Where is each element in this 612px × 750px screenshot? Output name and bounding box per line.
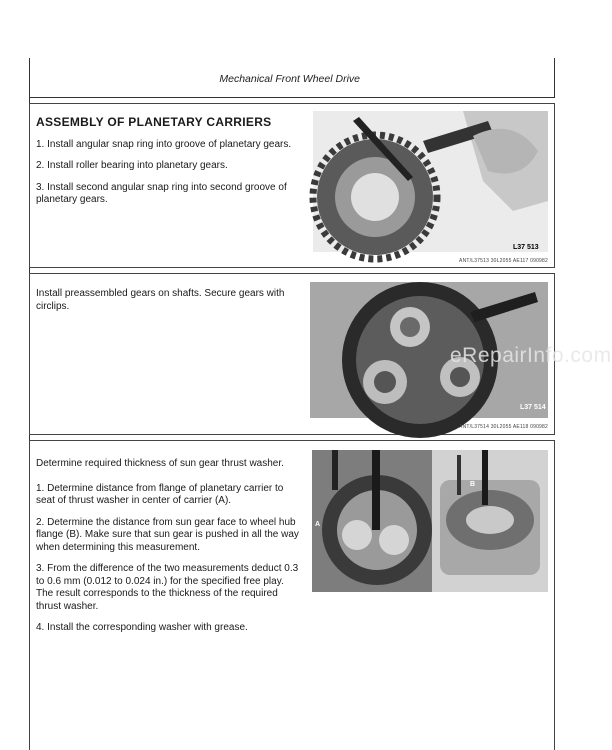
step-1: 1. Install angular snap ring into groove of planetary gears. (36, 138, 292, 150)
instruction-text: Install preassembled gears on shafts. Secure gears with circlips. (36, 288, 285, 312)
watermark-text: eRepairInfo.com (450, 344, 612, 367)
page-header-title: Mechanical Front Wheel Drive (219, 73, 360, 85)
step-1: 1. Determine distance from flange of planetary carrier to seat of thrust washer in center of carrier (A). (36, 482, 284, 506)
figure-mark-b: B (470, 481, 476, 488)
section-assembly-planetary-carriers (29, 103, 555, 268)
section-2-text (36, 288, 302, 322)
photo-measure-thrust-washer (312, 450, 548, 592)
step-3: 3. From the difference of the two measurements deduct 0.3 to 0.6 mm (0.012 to 0.024 in.) for the specified free play. The result corresponds to the thickness of the required thrust washer. (36, 563, 299, 612)
step-3: 3. Install second angular snap ring into second groove of planetary gears. (36, 181, 287, 205)
section-1-text (36, 116, 302, 216)
page-border-right (554, 58, 555, 98)
intro-text: Determine required thickness of sun gear thrust washer. (36, 458, 284, 469)
step-4: 4. Install the corresponding washer with grease. (36, 622, 248, 633)
figure-mark-a: A (315, 521, 321, 528)
section-thrust-washer-thickness (29, 440, 555, 750)
photo-snap-ring-install (313, 111, 548, 252)
section-3-text (36, 458, 302, 644)
header-rule (29, 97, 555, 98)
figure-caption: ANT/L37513 30L2055 AE117 090982 (459, 258, 548, 264)
section-install-gears (29, 273, 612, 435)
section-title: ASSEMBLY OF PLANETARY CARRIERS (36, 115, 272, 129)
figure-label: L37 514 (520, 404, 546, 411)
figure-label: L37 513 (513, 244, 539, 251)
figure-caption: ANT/L37514 30L2055 AE118 090982 (459, 424, 548, 430)
step-2: 2. Determine the distance from sun gear face to wheel hub flange (B). Make sure that sun gear is pushed in all the way when determining this measurement. (36, 516, 299, 553)
step-2: 2. Install roller bearing into planetary gears. (36, 160, 228, 171)
